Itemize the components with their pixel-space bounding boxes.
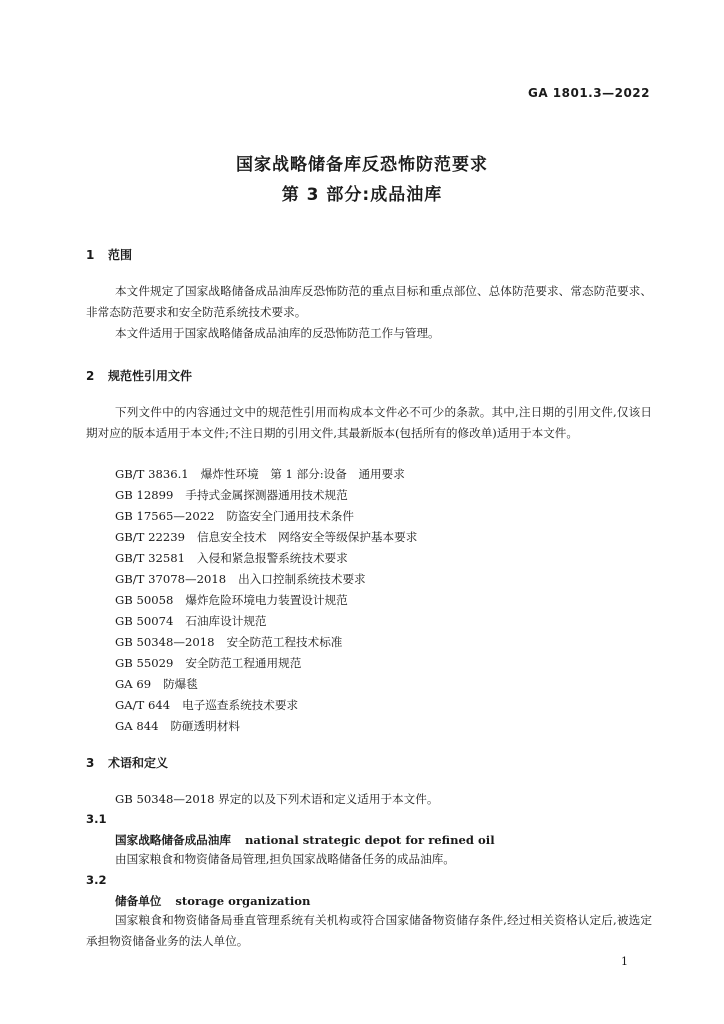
reference-code: GB 50348—2018 xyxy=(115,635,215,649)
term-english: storage organization xyxy=(175,894,311,908)
reference-code: GA 69 xyxy=(115,677,152,691)
reference-code: GB 12899 xyxy=(115,488,174,502)
document-subtitle: 第 3 部分:成品油库 xyxy=(281,185,443,205)
reference-item xyxy=(115,634,342,650)
reference-code: GA 844 xyxy=(115,719,159,733)
page-number: 1 xyxy=(621,955,628,968)
reference-code: GB/T 3836.1 xyxy=(115,467,189,481)
clause-number: 3.2 xyxy=(86,873,107,887)
reference-code: GB/T 37078—2018 xyxy=(115,572,227,586)
reference-name: 信息安全技术 网络安全等级保护基本要求 xyxy=(197,530,418,544)
term-chinese: 储备单位 xyxy=(115,894,162,908)
reference-item xyxy=(115,571,366,587)
reference-name: 石油库设计规范 xyxy=(185,614,267,628)
scope-paragraph-1: 本文件规定了国家战略储备成品油库反恐怖防范的重点目标和重点部位、总体防范要求、常态防范要求、非常态防范要求和安全防范系统技术要求。 xyxy=(86,284,652,319)
section-title: 规范性引用文件 xyxy=(108,369,193,383)
normative-references-intro: 下列文件中的内容通过文中的规范性引用而构成本文件必不可少的条款。其中,注日期的引用文件,仅该日期对应的版本适用于本文件;不注日期的引用文件,其最新版本(包括所有的修改单)适用于本文件。 xyxy=(86,405,652,440)
term-chinese: 国家战略储备成品油库 xyxy=(115,833,231,847)
reference-code: GB 17565—2022 xyxy=(115,509,215,523)
reference-item xyxy=(115,613,267,629)
terms-intro: GB 50348—2018 界定的以及下列术语和定义适用于本文件。 xyxy=(115,792,439,806)
reference-item xyxy=(115,550,348,566)
document-title: 国家战略储备库反恐怖防范要求 xyxy=(236,155,488,175)
reference-item xyxy=(115,508,354,524)
reference-code: GB/T 32581 xyxy=(115,551,185,565)
scope-paragraph-2: 本文件适用于国家战略储备成品油库的反恐怖防范工作与管理。 xyxy=(115,326,440,340)
reference-name: 电子巡查系统技术要求 xyxy=(182,698,299,712)
reference-name: 手持式金属探测器通用技术规范 xyxy=(185,488,348,502)
clause-number: 3.1 xyxy=(86,812,107,826)
reference-name: 爆炸危险环境电力装置设计规范 xyxy=(185,593,348,607)
section-title: 术语和定义 xyxy=(108,756,169,770)
reference-item xyxy=(115,592,348,608)
section-number: 1 xyxy=(86,248,95,262)
reference-name: 爆炸性环境 第 1 部分:设备 通用要求 xyxy=(200,467,405,481)
section-number: 2 xyxy=(86,369,95,383)
term-definition: 由国家粮食和物资储备局管理,担负国家战略储备任务的成品油库。 xyxy=(115,852,455,866)
reference-name: 安全防范工程技术标准 xyxy=(226,635,343,649)
reference-item xyxy=(115,697,298,713)
reference-name: 防盗安全门通用技术条件 xyxy=(226,509,354,523)
reference-name: 防爆毯 xyxy=(163,677,198,691)
reference-item xyxy=(115,529,417,545)
term-entry xyxy=(115,893,310,909)
reference-item xyxy=(115,676,198,692)
reference-code: GB 55029 xyxy=(115,656,174,670)
reference-name: 安全防范工程通用规范 xyxy=(185,656,302,670)
reference-name: 出入口控制系统技术要求 xyxy=(238,572,366,586)
reference-item xyxy=(115,487,348,503)
reference-item xyxy=(115,466,405,482)
standard-number: GA 1801.3—2022 xyxy=(527,86,650,100)
reference-name: 防砸透明材料 xyxy=(170,719,241,733)
reference-item xyxy=(115,655,301,671)
section-number: 3 xyxy=(86,756,95,770)
section-1-heading xyxy=(86,246,132,263)
reference-code: GA/T 644 xyxy=(115,698,171,712)
term-definition: 国家粮食和物资储备局垂直管理系统有关机构或符合国家储备物资储存条件,经过相关资格认定后,被选定承担物资储备业务的法人单位。 xyxy=(86,913,652,948)
section-2-heading xyxy=(86,367,192,384)
reference-code: GB/T 22239 xyxy=(115,530,185,544)
section-title: 范围 xyxy=(108,248,133,262)
term-english: national strategic depot for refined oil xyxy=(244,833,495,847)
reference-name: 入侵和紧急报警系统技术要求 xyxy=(197,551,348,565)
section-3-heading xyxy=(86,754,168,771)
reference-code: GB 50074 xyxy=(115,614,174,628)
term-entry xyxy=(115,832,495,848)
reference-code: GB 50058 xyxy=(115,593,174,607)
reference-item xyxy=(115,718,240,734)
